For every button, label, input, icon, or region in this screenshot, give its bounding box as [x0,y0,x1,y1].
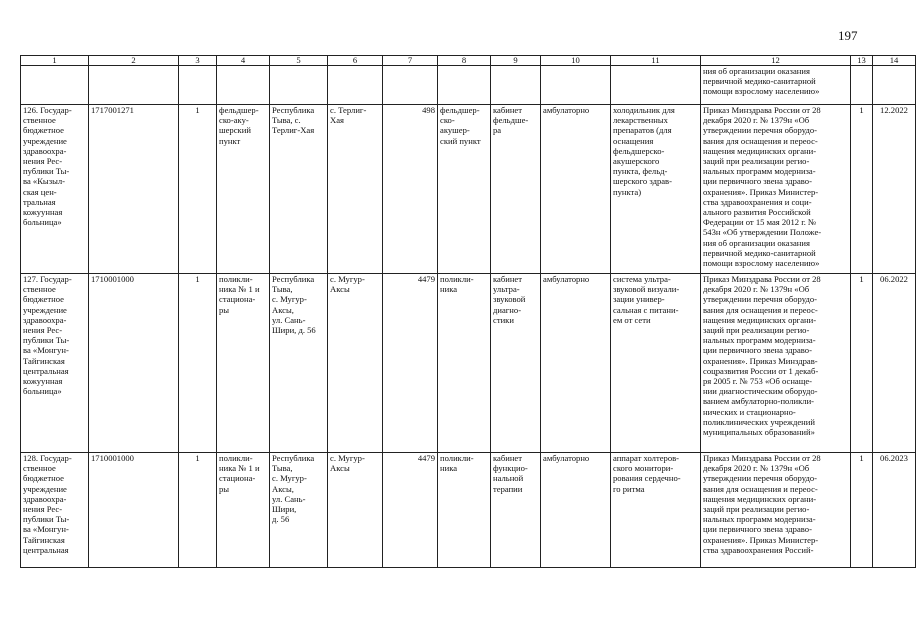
room-cell: кабинет функцио- нальной терапии [491,453,541,568]
empty-cell [438,66,491,105]
count-cell: 1 [179,453,217,568]
settlement-cell: с. Терлиг- Хая [328,105,383,274]
code-cell: 1710001000 [89,274,179,453]
table-row-continuation [21,66,916,105]
population-cell: 4479 [383,274,438,453]
quantity-cell: 1 [851,453,873,568]
empty-cell [851,66,873,105]
column-number: 11 [611,56,701,66]
equipment-cell: холодильник для лекарственных препаратов (для оснащения фельдшерско- акушерского пункта, фельд- шерского здрав- пункта) [611,105,701,274]
column-number: 10 [541,56,611,66]
quantity-cell: 1 [851,274,873,453]
equipment-cell: аппарат холтеров- ского монитори- рования сердечно- го ритма [611,453,701,568]
room-cell: кабинет ультра- звуковой диагно- стики [491,274,541,453]
institution-cell: 126. Государ- ственное бюджетное учреждение здравоохра- нения Рес- публики Ты- ва «Кызыл- ская цен- тральная кожуунная больница» [21,105,89,274]
unit-cell: поликли- ника № 1 и стациона- ры [217,453,270,568]
care-form-cell: амбулаторно [541,105,611,274]
column-number: 8 [438,56,491,66]
equipment-cell: система ультра- звуковой визуали- зации универ- сальная с питани- ем от сети [611,274,701,453]
count-cell: 1 [179,274,217,453]
population-cell: 498 [383,105,438,274]
empty-cell [217,66,270,105]
legal-basis-cell: ния об организации оказания первичной медико-санитарной помощи взрослому населению» [701,66,851,105]
institution-cell: 128. Государ- ственное бюджетное учреждение здравоохра- нения Рес- публики Ты- ва «Монгун- Тайгинская центральная [21,453,89,568]
address-cell: Республика Тыва, с. Мугур- Аксы, ул. Сань- Шири, д. 56 [270,274,328,453]
date-cell: 06.2023 [873,453,916,568]
empty-cell [491,66,541,105]
empty-cell [328,66,383,105]
empty-cell [611,66,701,105]
room-cell: кабинет фельдше- ра [491,105,541,274]
column-number: 12 [701,56,851,66]
date-cell: 06.2022 [873,274,916,453]
column-number: 7 [383,56,438,66]
equipment-table [20,55,916,568]
unit-cell: поликли- ника № 1 и стациона- ры [217,274,270,453]
quantity-cell: 1 [851,105,873,274]
column-number: 4 [217,56,270,66]
population-cell: 4479 [383,453,438,568]
institution-cell: 127. Государ- ственное бюджетное учреждение здравоохра- нения Рес- публики Ты- ва «Монгун- Тайгинская центральная кожуунная больница» [21,274,89,453]
table-row [21,274,916,453]
column-number: 9 [491,56,541,66]
column-number: 2 [89,56,179,66]
department-cell: фельдшер- ско- акушер- ский пункт [438,105,491,274]
empty-cell [89,66,179,105]
unit-cell: фельдшер- ско-аку- шерский пункт [217,105,270,274]
department-cell: поликли- ника [438,274,491,453]
table-row [21,105,916,274]
empty-cell [541,66,611,105]
code-cell: 1717001271 [89,105,179,274]
column-number: 5 [270,56,328,66]
care-form-cell: амбулаторно [541,453,611,568]
empty-cell [179,66,217,105]
count-cell: 1 [179,105,217,274]
settlement-cell: с. Мугур- Аксы [328,453,383,568]
care-form-cell: амбулаторно [541,274,611,453]
empty-cell [383,66,438,105]
column-number: 13 [851,56,873,66]
address-cell: Республика Тыва, с. Мугур- Аксы, ул. Сань- Шири, д. 56 [270,453,328,568]
legal-basis-cell: Приказ Минздрава России от 28 декабря 2020 г. № 1379н «Об утверждении перечня оборудо- вания для оснащения и переос- нащения медицинских органи- заций при реализации регио- нальных программ модерниза- ции первичного звена здраво- охранения». Приказ Минздрав- соцразвития России от 1 декаб- ря 2005 г. № 753 «Об оснаще- нии диагностическим оборудо- ванием амбулаторно-поликли- нических и стационарно- поликлинических учреждений муниципальных образований» [701,274,851,453]
settlement-cell: с. Мугур- Аксы [328,274,383,453]
column-number: 3 [179,56,217,66]
page-number: 197 [838,28,858,43]
column-number: 6 [328,56,383,66]
table-row [21,453,916,568]
empty-cell [21,66,89,105]
department-cell: поликли- ника [438,453,491,568]
empty-cell [873,66,916,105]
date-cell: 12.2022 [873,105,916,274]
code-cell: 1710001000 [89,453,179,568]
column-number: 14 [873,56,916,66]
address-cell: Республика Тыва, с. Терлиг-Хая [270,105,328,274]
column-number: 1 [21,56,89,66]
legal-basis-cell: Приказ Минздрава России от 28 декабря 2020 г. № 1379н «Об утверждении перечня оборудо- вания для оснащения и переос- нащения медицинских органи- заций при реализации регио- нальных программ модерниза- ции первичного звена здраво- охранения». Приказ Министер- ства здравоохранения и соци- ального развития Российской Федерации от 15 мая 2012 г. № 543н «Об утверждении Положе- ния об организации оказания первичной медико-санитарной помощи взрослому населению» [701,105,851,274]
legal-basis-cell: Приказ Минздрава России от 28 декабря 2020 г. № 1379н «Об утверждении перечня оборудо- вания для оснащения и переос- нащения медицинских органи- заций при реализации регио- нальных программ модерниза- ции первичного звена здраво- охранения». Приказ Министер- ства здравоохранения Россий- [701,453,851,568]
empty-cell [270,66,328,105]
column-number-row [21,56,916,66]
